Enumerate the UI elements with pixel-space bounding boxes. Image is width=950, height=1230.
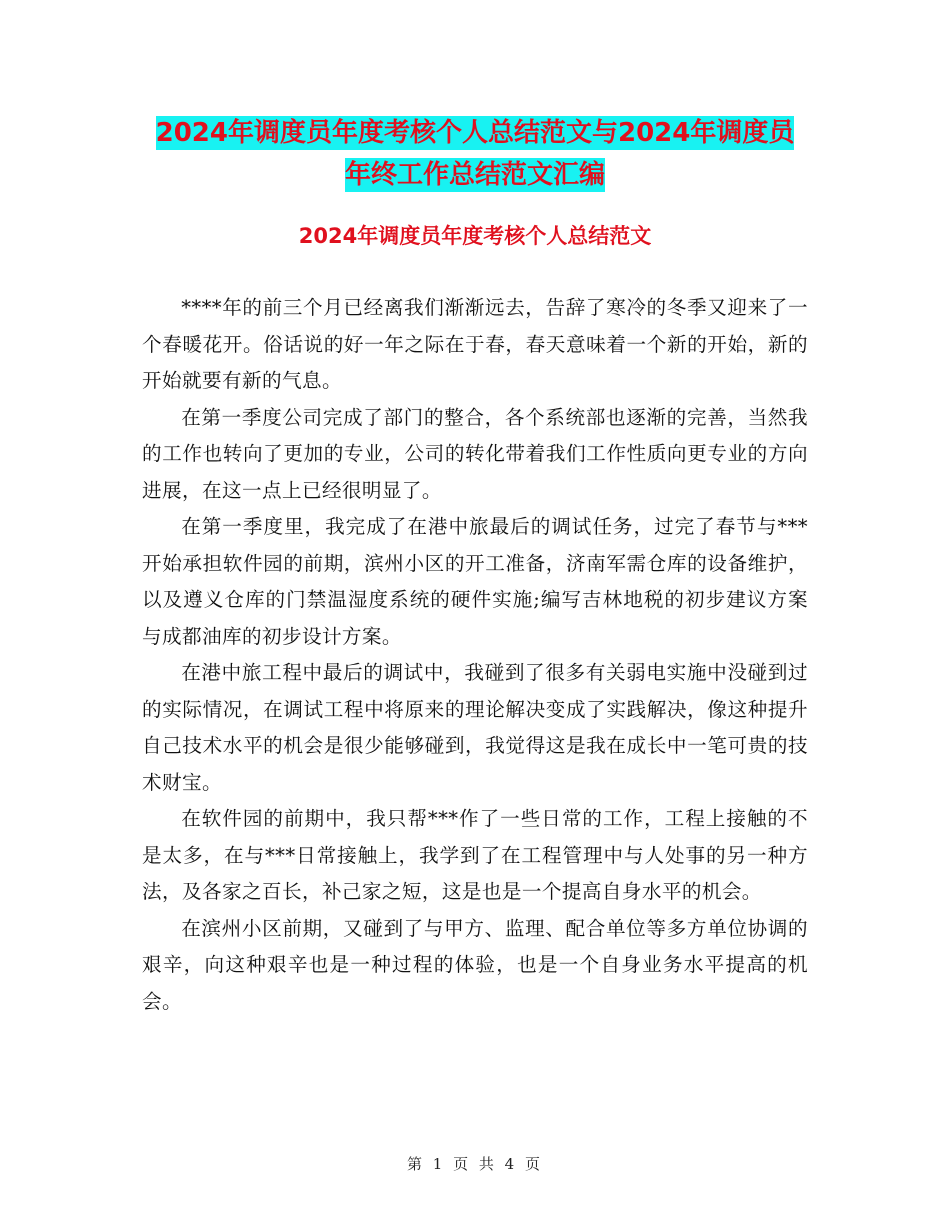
page-footer: 第 1 页 共 4 页 xyxy=(407,1155,543,1173)
document-title xyxy=(120,112,830,196)
paragraph-1: ****年的前三个月已经离我们渐渐远去，告辞了寒冷的冬季又迎来了一个春暖花开。俗话说的好一年之际在于春，春天意味着一个新的开始，新的开始就要有新的气息。 xyxy=(142,296,808,392)
paragraph-5: 在软件园的前期中，我只帮***作了一些日常的工作，工程上接触的不是太多，在与***日常接触上，我学到了在工程管理中与人处事的另一种方法，及各家之百长，补己家之短，这是也是一个提高自身水平的机会。 xyxy=(142,807,808,903)
document-body xyxy=(142,290,808,1020)
section-title: 2024年调度员年度考核个人总结范文 xyxy=(298,224,652,248)
paragraph-6: 在滨州小区前期，又碰到了与甲方、监理、配合单位等多方单位协调的艰辛，向这种艰辛也是一种过程的体验，也是一个自身业务水平提高的机会。 xyxy=(142,916,808,1013)
paragraph-3: 在第一季度里，我完成了在港中旅最后的调试任务，过完了春节与***开始承担软件园的前期，滨州小区的开工准备，济南军需仓库的设备维护，以及遵义仓库的门禁温湿度系统的硬件实施;编写吉林地税的初步建议方案与成都油库的初步设计方案。 xyxy=(142,515,808,648)
paragraph-4: 在港中旅工程中最后的调试中，我碰到了很多有关弱电实施中没碰到过的实际情况，在调试工程中将原来的理论解决变成了实践解决，像这种提升自己技术水平的机会是很少能够碰到，我觉得这是我在成长中一笔可贵的技术财宝。 xyxy=(142,661,808,794)
document-title-line-2: 年终工作总结范文汇编 xyxy=(344,160,605,190)
document-title-line-1: 2024年调度员年度考核个人总结范文与2024年调度员 xyxy=(155,118,795,148)
paragraph-2: 在第一季度公司完成了部门的整合，各个系统部也逐渐的完善，当然我的工作也转向了更加的专业，公司的转化带着我们工作性质向更专业的方向进展，在这一点上已经很明显了。 xyxy=(142,405,808,502)
